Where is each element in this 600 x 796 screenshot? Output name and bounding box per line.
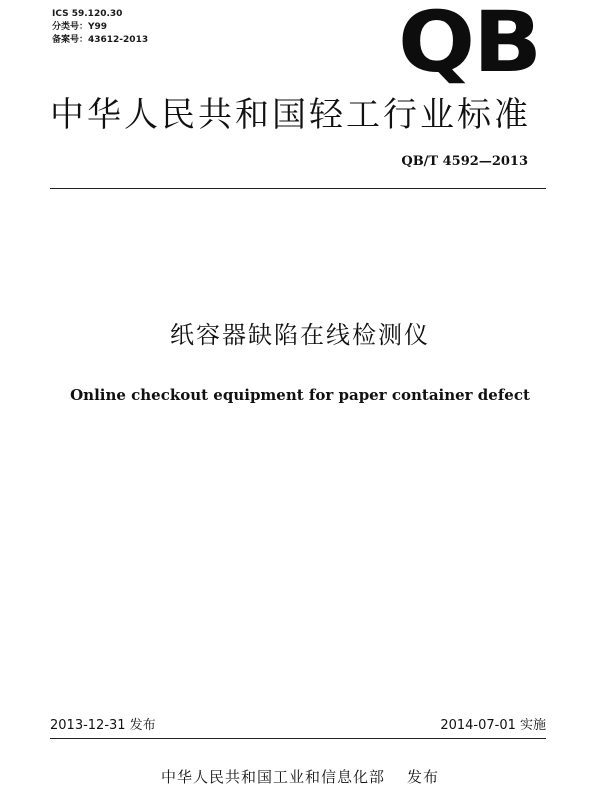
issuer-line <box>0 766 600 787</box>
document-title-english: Online checkout equipment for paper container defect <box>70 386 530 404</box>
publish-date: 2013-12-31 发布 <box>50 718 156 733</box>
ics-code: ICS 59.120.30 <box>52 9 123 19</box>
footer-divider <box>50 738 546 739</box>
implement-date: 2014-07-01 实施 <box>440 718 546 733</box>
issuer-action: 发布 <box>407 768 440 786</box>
standard-number: QB/T 4592—2013 <box>401 154 528 169</box>
document-title-chinese: 纸容器缺陷在线检测仪 <box>170 321 430 349</box>
qb-logo: QB <box>398 0 540 91</box>
standard-title: 中华人民共和国轻工行业标准 <box>50 95 531 135</box>
classification-block <box>52 8 148 47</box>
record-number: 备案号：43612-2013 <box>52 35 149 45</box>
header-divider <box>50 188 546 189</box>
issuer-name: 中华人民共和国工业和信息化部 <box>160 768 385 786</box>
category-code: 分类号：Y99 <box>52 22 108 32</box>
